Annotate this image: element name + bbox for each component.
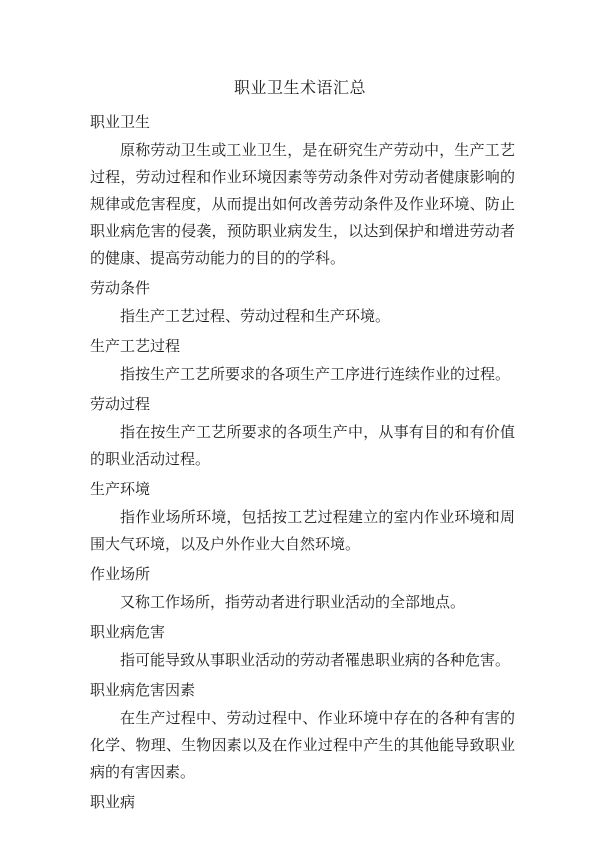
term-heading: 职业病危害因素	[90, 681, 196, 699]
term-heading: 生产环境	[90, 480, 151, 498]
term-definition: 在生产过程中、劳动过程中、作业环境中存在的各种有害的化学、物理、生物因素以及在作业过程中产生的其他能导致职业病的有害因素。	[90, 709, 515, 781]
term-entry	[90, 391, 515, 473]
term-entry	[90, 476, 515, 558]
term-heading: 职业病	[90, 793, 136, 811]
document-body	[90, 109, 515, 815]
term-heading: 职业病危害	[90, 623, 166, 641]
term-entry	[90, 677, 515, 786]
term-heading: 劳动过程	[90, 395, 151, 413]
document-title: 职业卫生术语汇总	[233, 78, 366, 97]
term-definition: 指按生产工艺所要求的各项生产工序进行连续作业的过程。	[120, 365, 511, 383]
term-entry	[90, 619, 515, 674]
term-heading: 劳动条件	[90, 279, 151, 297]
term-entry	[90, 109, 515, 272]
term-entry	[90, 561, 515, 616]
term-heading: 职业卫生	[90, 113, 151, 131]
term-entry	[90, 275, 515, 330]
term-heading: 生产工艺过程	[90, 337, 181, 355]
term-definition: 又称工作场所，指劳动者进行职业活动的全部地点。	[120, 593, 466, 611]
term-definition: 指可能导致从事职业活动的劳动者罹患职业病的各种危害。	[120, 651, 511, 669]
term-definition: 指生产工艺过程、劳动过程和生产环境。	[120, 307, 391, 325]
term-definition: 指在按生产工艺所要求的各项生产中，从事有目的和有价值的职业活动过程。	[90, 423, 515, 468]
term-heading: 作业场所	[90, 565, 151, 583]
term-definition: 指作业场所环境，包括按工艺过程建立的室内作业环境和周围大气环境，以及户外作业大自然环境。	[90, 508, 515, 553]
term-entry	[90, 789, 515, 815]
term-definition: 原称劳动卫生或工业卫生，是在研究生产劳动中，生产工艺过程，劳动过程和作业环境因素等劳动条件对劳动者健康影响的规律或危害程度，从而提出如何改善劳动条件及作业环境、防止职业病危害的侵袭，预防职业病发生，以达到保护和增进劳动者的健康、提高劳动能力的目的的学科。	[90, 141, 515, 267]
term-entry	[90, 333, 515, 388]
